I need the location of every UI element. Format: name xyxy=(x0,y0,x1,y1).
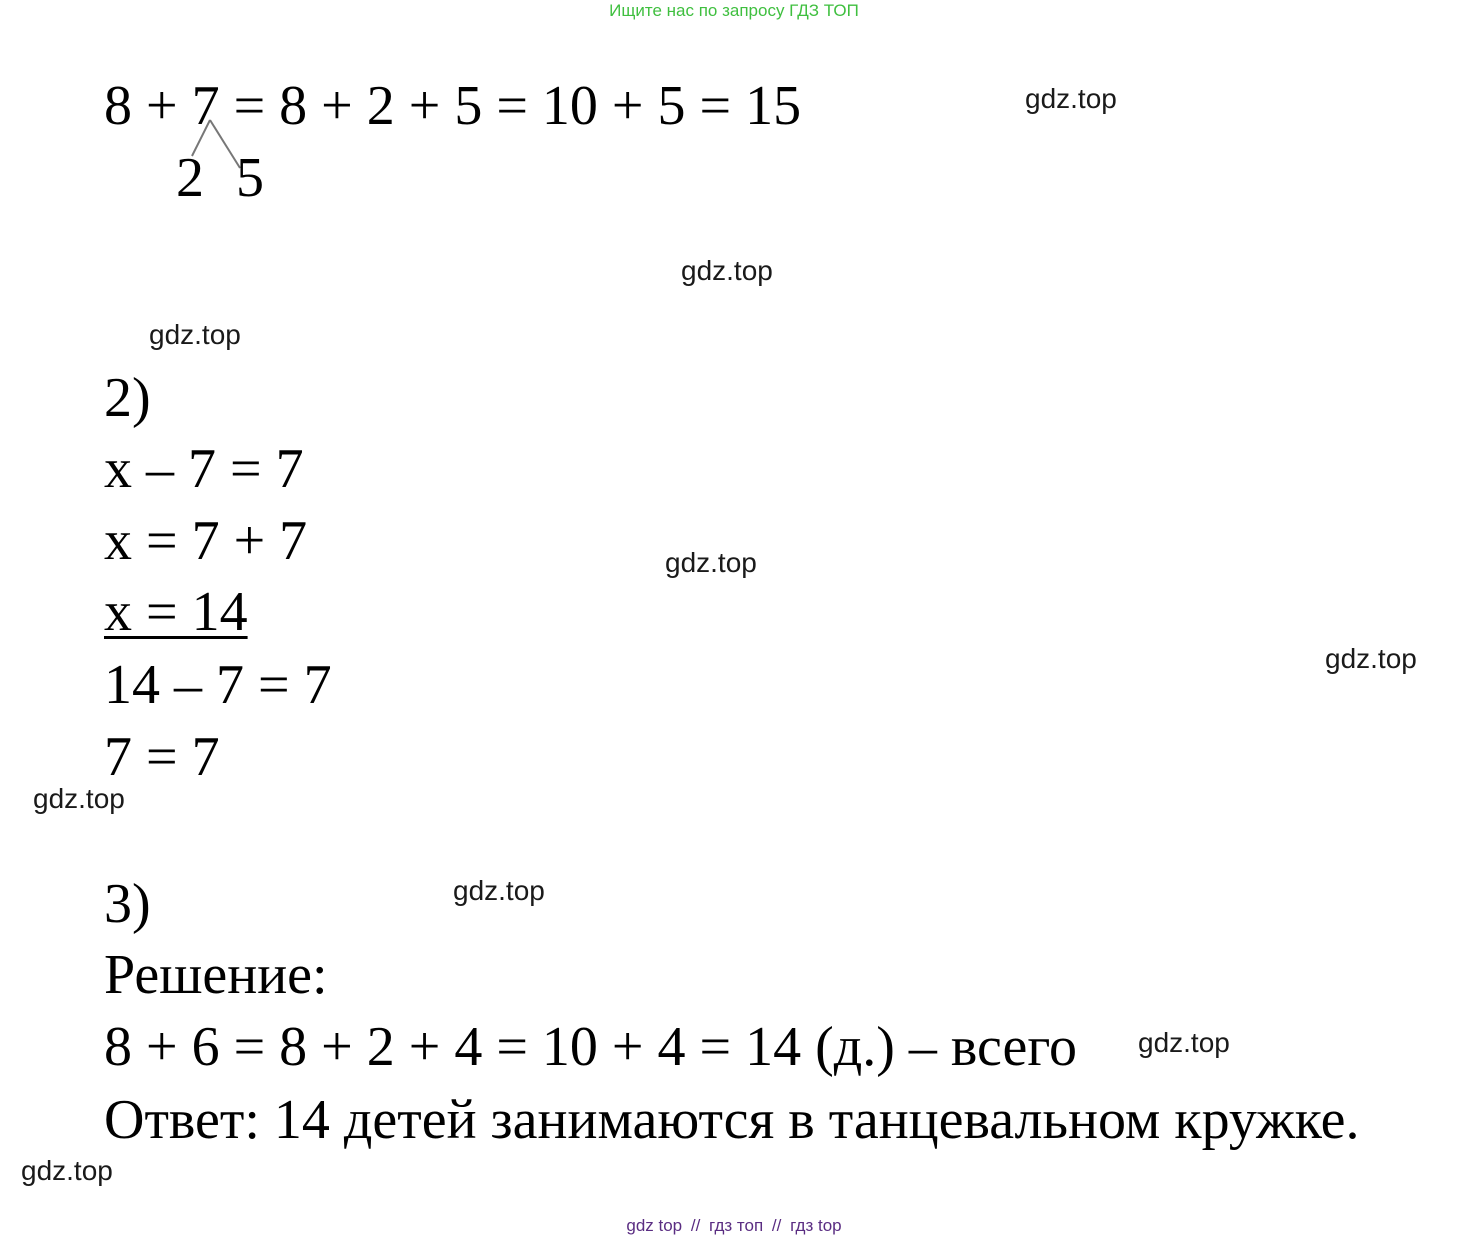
check-line: 7 = 7 xyxy=(104,726,220,788)
footer-link[interactable]: гдз top xyxy=(790,1216,842,1235)
answer-line: Ответ: 14 детей занимаются в танцевальном кружке. xyxy=(104,1089,1360,1151)
watermark: gdz.top xyxy=(453,875,545,906)
split-left-digit: 2 xyxy=(176,147,204,209)
equation-result: x = 14 xyxy=(104,581,248,643)
equation-1: 8 + 7 = 8 + 2 + 5 = 10 + 5 = 15 xyxy=(104,75,802,137)
check-line: 14 – 7 = 7 xyxy=(104,654,332,716)
equation-line: x = 7 + 7 xyxy=(104,510,308,572)
watermark: gdz.top xyxy=(665,547,757,578)
split-right-digit: 5 xyxy=(236,147,264,209)
equation-line: x – 7 = 7 xyxy=(104,438,304,500)
watermark: gdz.top xyxy=(21,1155,113,1186)
watermark: gdz.top xyxy=(1025,83,1117,114)
footer-separator: // xyxy=(771,1216,782,1235)
watermark: gdz.top xyxy=(33,783,125,814)
top-banner: Ищите нас по запросу ГДЗ ТОП xyxy=(609,1,859,20)
watermark: gdz.top xyxy=(1325,643,1417,674)
footer-separator: // xyxy=(690,1216,701,1235)
footer-link[interactable]: gdz top xyxy=(626,1216,683,1235)
section-2-number: 2) xyxy=(104,367,151,429)
watermark: gdz.top xyxy=(1138,1027,1230,1058)
watermark: gdz.top xyxy=(149,319,241,350)
footer-link[interactable]: гдз топ xyxy=(709,1216,764,1235)
watermark: gdz.top xyxy=(681,255,773,286)
footer-links xyxy=(0,1216,1468,1236)
section-3-number: 3) xyxy=(104,873,151,935)
solution-heading: Решение: xyxy=(104,944,328,1006)
solution-calc: 8 + 6 = 8 + 2 + 4 = 10 + 4 = 14 (д.) – всего xyxy=(104,1016,1077,1078)
